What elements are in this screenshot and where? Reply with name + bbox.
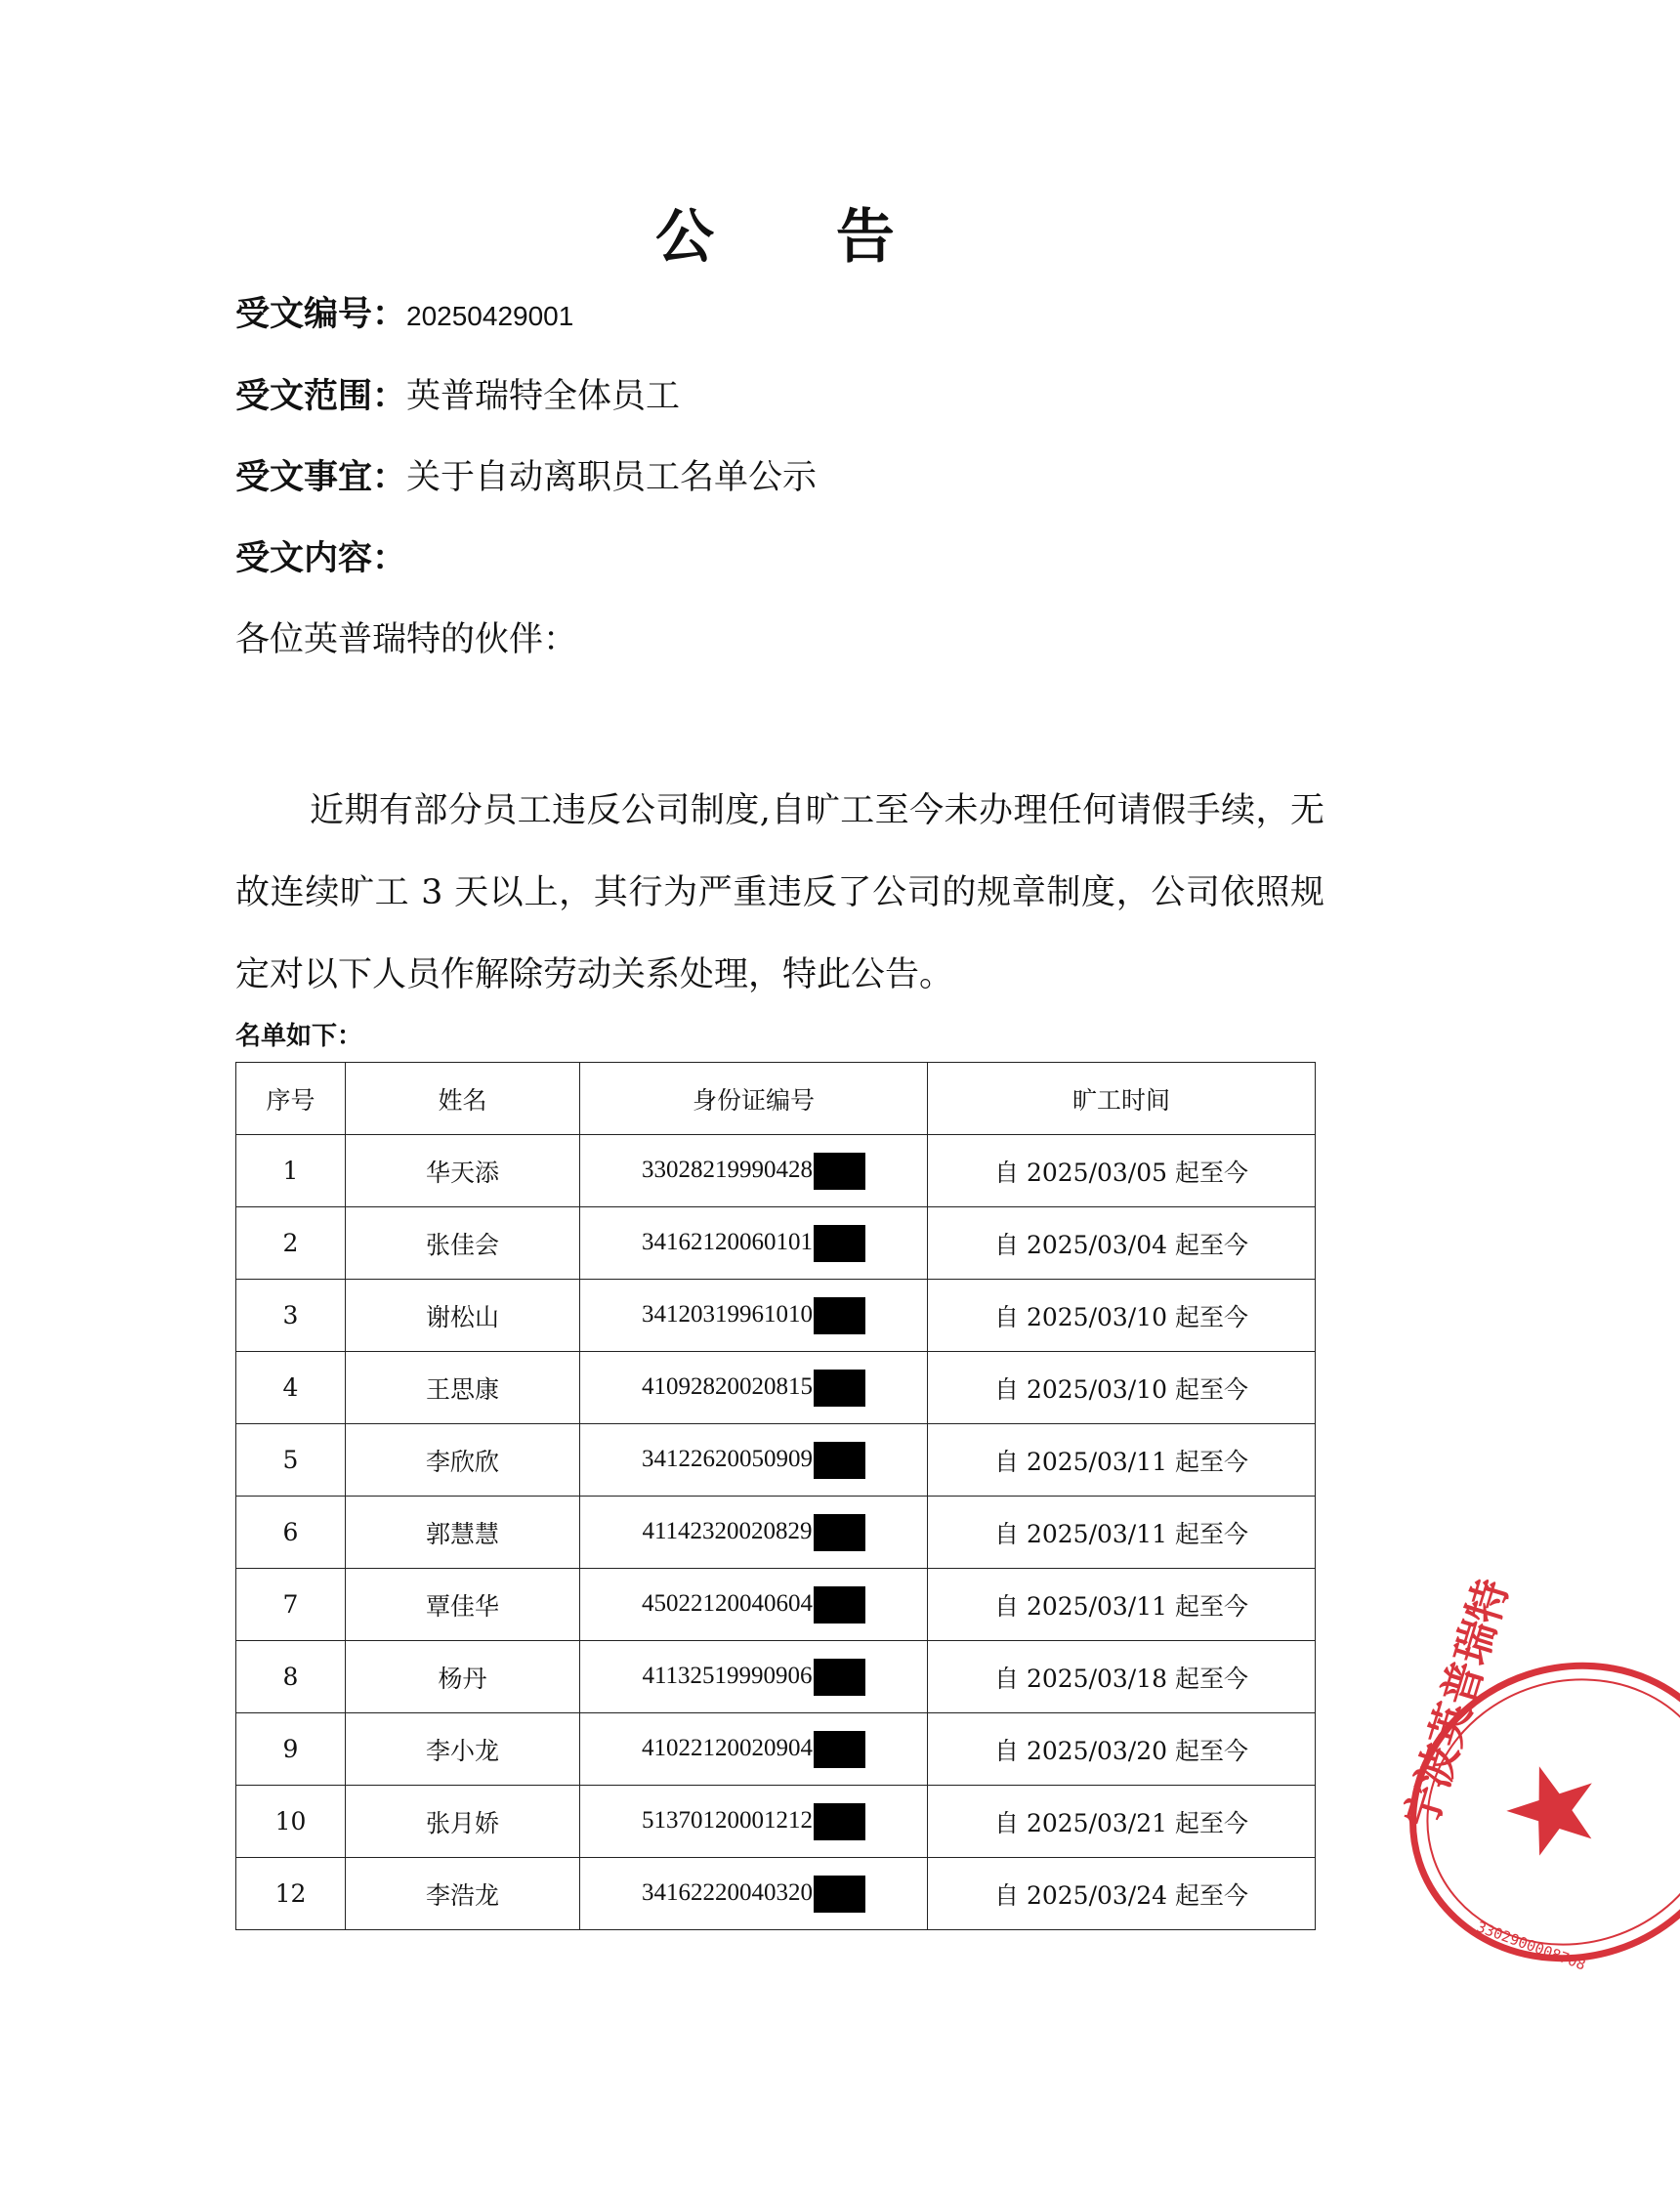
row-time: 自 2025/03/05 起至今 xyxy=(928,1135,1316,1207)
row-time: 自 2025/03/11 起至今 xyxy=(928,1424,1316,1497)
subject-value: 关于自动离职员工名单公示 xyxy=(406,458,818,497)
content-row xyxy=(235,531,406,580)
row-time: 自 2025/03/18 起至今 xyxy=(928,1641,1316,1713)
seal-star-icon xyxy=(1496,1752,1608,1861)
row-name: 谢松山 xyxy=(346,1280,580,1352)
table-row xyxy=(236,1280,1316,1352)
row-id-text: 34120319961010 xyxy=(642,1301,813,1328)
row-name: 张佳会 xyxy=(346,1207,580,1280)
row-seq: 1 xyxy=(236,1135,346,1207)
header-time: 旷工时间 xyxy=(928,1063,1316,1135)
row-seq: 3 xyxy=(236,1280,346,1352)
row-seq: 12 xyxy=(236,1858,346,1930)
document-number-label: 受文编号： xyxy=(235,295,407,334)
row-time: 自 2025/03/04 起至今 xyxy=(928,1207,1316,1280)
row-id-text: 41142320020829 xyxy=(642,1518,813,1544)
row-name: 李小龙 xyxy=(346,1713,580,1786)
row-id-text: 45022120040604 xyxy=(642,1590,813,1617)
recipient-scope-value: 英普瑞特全体员工 xyxy=(406,377,681,416)
row-name: 郭慧慧 xyxy=(346,1497,580,1569)
row-time: 自 2025/03/11 起至今 xyxy=(928,1497,1316,1569)
row-id xyxy=(580,1207,928,1280)
row-id-text: 33028219990428 xyxy=(642,1157,813,1183)
row-id xyxy=(580,1497,928,1569)
table-row xyxy=(236,1713,1316,1786)
document-number-value: 20250429001 xyxy=(406,301,574,331)
row-id xyxy=(580,1135,928,1207)
seal-code: 3302900008708 xyxy=(1474,1918,1588,1974)
notice-body: 近期有部分员工违反公司制度,自旷工至今未办理任何请假手续，无故连续旷工 3 天以上，其行为严重违反了公司的规章制度，公司依照规定对以下人员作解除劳动关系处理，特此公告。 xyxy=(235,791,1324,994)
row-id xyxy=(580,1713,928,1786)
recipient-scope-label: 受文范围： xyxy=(235,377,407,416)
row-id xyxy=(580,1858,928,1930)
row-seq: 7 xyxy=(236,1569,346,1641)
row-id-text: 51370120001212 xyxy=(642,1807,813,1834)
row-id xyxy=(580,1641,928,1713)
redaction-block xyxy=(814,1514,865,1551)
table-row xyxy=(236,1135,1316,1207)
row-seq: 8 xyxy=(236,1641,346,1713)
row-id xyxy=(580,1786,928,1858)
redaction-block xyxy=(814,1876,865,1913)
row-time: 自 2025/03/20 起至今 xyxy=(928,1713,1316,1786)
content-label: 受文内容： xyxy=(235,539,407,578)
row-id-text: 41022120020904 xyxy=(642,1735,813,1761)
row-id xyxy=(580,1280,928,1352)
redaction-block xyxy=(814,1586,865,1624)
row-seq: 6 xyxy=(236,1497,346,1569)
table-row xyxy=(236,1786,1316,1858)
row-time: 自 2025/03/10 起至今 xyxy=(928,1352,1316,1424)
table-row xyxy=(236,1569,1316,1641)
list-label: 名单如下： xyxy=(235,1022,363,1051)
row-id xyxy=(580,1424,928,1497)
redaction-block xyxy=(814,1659,865,1696)
row-time: 自 2025/03/11 起至今 xyxy=(928,1569,1316,1641)
redaction-block xyxy=(814,1297,865,1334)
row-name: 李欣欣 xyxy=(346,1424,580,1497)
row-name: 王思康 xyxy=(346,1352,580,1424)
row-name: 张月娇 xyxy=(346,1786,580,1858)
row-name: 李浩龙 xyxy=(346,1858,580,1930)
recipient-scope-row xyxy=(235,369,680,418)
redaction-block xyxy=(814,1153,865,1190)
header-name: 姓名 xyxy=(346,1063,580,1135)
redaction-block xyxy=(814,1442,865,1479)
row-name: 华天添 xyxy=(346,1135,580,1207)
subject-row xyxy=(235,450,817,499)
row-id-text: 41132519990906 xyxy=(642,1663,813,1689)
header-seq: 序号 xyxy=(236,1063,346,1135)
document-number-row xyxy=(235,287,573,336)
table-row xyxy=(236,1641,1316,1713)
row-id-text: 41092820020815 xyxy=(642,1373,813,1400)
row-id xyxy=(580,1569,928,1641)
row-id-text: 34122620050909 xyxy=(642,1446,813,1472)
subject-label: 受文事宜： xyxy=(235,458,407,497)
row-seq: 2 xyxy=(236,1207,346,1280)
row-time: 自 2025/03/24 起至今 xyxy=(928,1858,1316,1930)
redaction-block xyxy=(814,1731,865,1768)
row-id-text: 34162120060101 xyxy=(642,1229,813,1255)
employee-table xyxy=(235,1062,1316,1930)
redaction-block xyxy=(814,1803,865,1840)
greeting: 各位英普瑞特的伙伴： xyxy=(235,620,578,659)
row-id-text: 34162220040320 xyxy=(642,1879,813,1906)
seal-text: 宁波英普瑞特 xyxy=(1395,1573,1519,1835)
table-row xyxy=(236,1352,1316,1424)
company-seal xyxy=(1387,1573,1680,1974)
notice-title: 公 告 xyxy=(655,203,945,272)
row-seq: 10 xyxy=(236,1786,346,1858)
row-seq: 9 xyxy=(236,1713,346,1786)
table-row xyxy=(236,1497,1316,1569)
redaction-block xyxy=(814,1225,865,1262)
row-name: 杨丹 xyxy=(346,1641,580,1713)
row-time: 自 2025/03/10 起至今 xyxy=(928,1280,1316,1352)
row-id xyxy=(580,1352,928,1424)
table-row xyxy=(236,1424,1316,1497)
redaction-block xyxy=(814,1370,865,1407)
row-time: 自 2025/03/21 起至今 xyxy=(928,1786,1316,1858)
table-header-row xyxy=(236,1063,1316,1135)
table-row xyxy=(236,1858,1316,1930)
header-id: 身份证编号 xyxy=(580,1063,928,1135)
table-row xyxy=(236,1207,1316,1280)
row-name: 覃佳华 xyxy=(346,1569,580,1641)
row-seq: 5 xyxy=(236,1424,346,1497)
row-seq: 4 xyxy=(236,1352,346,1424)
